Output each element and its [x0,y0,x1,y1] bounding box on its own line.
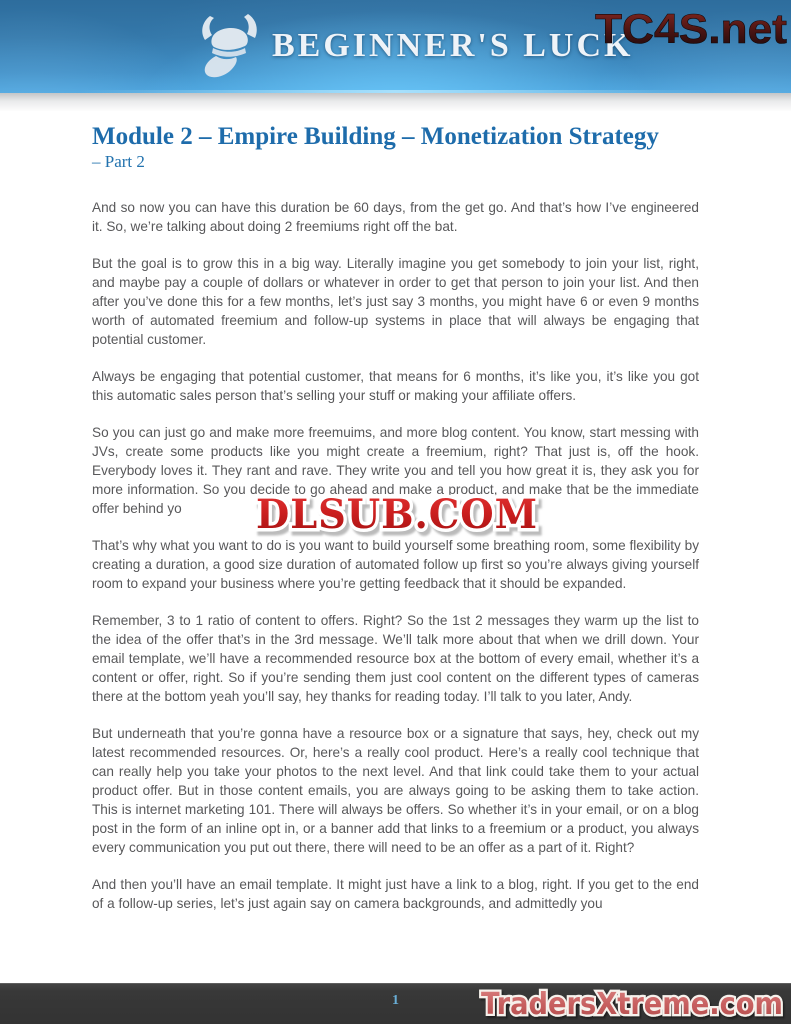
paragraph: But underneath that you’re gonna have a resource box or a signature that says, hey, check out my latest recommended resources. Or, here’s a really cool product. Here’s a really cool technique that can really help you take your photos to the next level. And that link could take them to your actual product offer. But in those content emails, you are always going to be asking them to take action. This is internet marketing 101. There will always be offers. So whether it’s in your email, or on a blog post in the form of an inline opt in, or a banner add that links to a freemium or a product, you always every communication you put out there, there will need to be an offer as a part of it. Right? [92,726,699,855]
tc4s-watermark [591,2,791,56]
paragraph: So you can just go and make more freemuims, and more blog content. You know, start messing with JVs, create some products like you might create a freemium, right? That just is, off the hook. Everybody loves it. They rant and rave. They write you and tell you how great it is, they ask you for more information. So you decide to go ahead and make a product, and make that be the immediate offer behind yo [92,425,699,516]
paragraph: Remember, 3 to 1 ratio of content to offers. Right? So the 1st 2 messages they warm up the list to the idea of the offer that’s in the 3rd message. We’ll talk more about that when we drill down. Your email template, we’ll have a recommended resource box at the bottom of every email, whether it’s a content or offer, right. So if you’re sending them just cool content on the different types of cameras there at the bottom yeah you’ll say, hey thanks for reading today. I’ll talk to you later, Andy. [92,613,699,704]
svg-text:TradersXtreme.com: TradersXtreme.com [481,987,783,1022]
viking-helmet-icon [198,14,258,78]
svg-text:TC4S.net: TC4S.net [595,5,788,52]
page-subtitle: – Part 2 [92,152,145,171]
tradersxtreme-watermark [473,983,791,1024]
paragraph: That’s why what you want to do is you want to build yourself some breathing room, some flexibility by creating a duration, a good size duration of automated follow up first so you’re always giving yourself room to expand your business where you’re getting feedback that it should be expanded. [92,538,699,591]
page-number: 1 [392,993,399,1008]
svg-text:DLSUB.COM: DLSUB.COM [256,491,538,538]
header-banner [0,0,791,93]
brand-logo [198,14,633,78]
paragraph: Always be engaging that potential customer, that means for 6 months, it’s like you, it’s like you got this automatic sales person that’s selling your stuff or making your affiliate offers. [92,369,699,403]
article-body [92,198,699,913]
footer-bar [0,983,791,1024]
dlsub-watermark [249,485,545,543]
paragraph: And so now you can have this duration be 60 days, from the get go. And that’s how I’ve engineered it. So, we’re talking about doing 2 freemiums right off the bat. [92,200,699,234]
page-title: Module 2 – Empire Building – Monetization Strategy [92,123,659,150]
brand-wordmark: BEGINNER'S LUCK [272,27,634,64]
paragraph: And then you’ll have an email template. It might just have a link to a blog, right. If you get to the end of a follow-up series, let’s just again say on camera backgrounds, and admittedly you [92,877,699,911]
paragraph: But the goal is to grow this in a big way. Literally imagine you get somebody to join your list, right, and maybe pay a couple of dollars or whatever in order to get that person to join your list. And then after you’ve done this for a few months, let’s just say 3 months, you might have 6 or even 9 months worth of automated freemium and follow-up systems in place that will always be engaging that potential customer. [92,256,699,347]
header-shadow-strip [0,93,791,111]
